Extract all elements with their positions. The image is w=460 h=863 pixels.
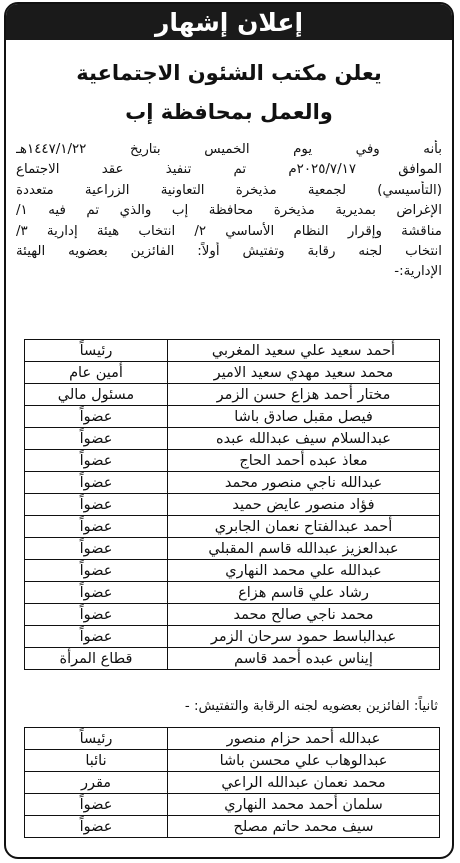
member-name: معاذ عبده أحمد الحاج [168,450,440,472]
member-name: رشاد علي قاسم هزاع [168,582,440,604]
board-member-row [25,494,440,516]
member-role: رئيساً [25,340,168,362]
board-member-row [25,406,440,428]
board-member-row [25,560,440,582]
member-role: عضواً [25,626,168,648]
member-name: سلمان أحمد محمد النهاري [168,794,440,816]
board-member-row [25,538,440,560]
audit-member-row [25,772,440,794]
body-line: بأنه وفي يوم الخميس بتاريخ ١٤٤٧/١/٢٢هـ [16,142,442,157]
body-line: (التأسيسي) لجمعية مذيخرة التعاونية الزراعية متعددة [16,182,442,198]
member-name: فيصل مقبل صادق باشا [168,406,440,428]
member-role: عضواً [25,560,168,582]
board-members-table [24,339,440,670]
audit-members-table [24,727,440,838]
member-role: عضواً [25,516,168,538]
member-role: عضواً [25,428,168,450]
body-line: الإدارية:- [394,264,442,280]
announcement-body [16,140,442,283]
member-role: نائبا [25,750,168,772]
audit-section-heading: ثانياً: الفائزين بعضويه لجنه الرقابة والتفتيش: - [184,699,438,714]
board-member-row [25,604,440,626]
member-name: سيف محمد حاتم مصلح [168,816,440,838]
member-role: عضواً [25,794,168,816]
board-member-row [25,362,440,384]
board-member-row [25,428,440,450]
board-member-row [25,384,440,406]
member-name: عبدالعزيز عبدالله قاسم المقبلي [168,538,440,560]
body-line: مناقشة وإقرار النظام الأساسي ٢/ انتخاب هيئة إدارية ٣/ [16,223,442,239]
board-member-row [25,450,440,472]
member-name: عبدالله أحمد حزام منصور [168,728,440,750]
board-member-row [25,340,440,362]
member-role: عضواً [25,604,168,626]
member-role: عضواً [25,816,168,838]
audit-member-row [25,816,440,838]
board-member-row [25,648,440,670]
member-role: عضواً [25,582,168,604]
member-name: فؤاد منصور عايض حميد [168,494,440,516]
board-member-row [25,472,440,494]
board-member-row [25,582,440,604]
heading-line-1: يعلن مكتب الشئون الاجتماعية [76,61,382,85]
member-name: محمد ناجي صالح محمد [168,604,440,626]
announcement-banner [6,4,452,40]
body-line: الإغراض بمديرية مذيخرة محافظة إب والذي تم فيه ١/ [16,203,442,219]
member-role: عضواً [25,406,168,428]
heading-line-2: والعمل بمحافظة إب [125,100,333,124]
member-name: محمد سعيد مهدي سعيد الامير [168,362,440,384]
member-role: مسئول مالي [25,384,168,406]
audit-member-row [25,728,440,750]
member-role: عضواً [25,450,168,472]
member-name: عبدالله علي محمد النهاري [168,560,440,582]
member-name: عبدالله ناجي منصور محمد [168,472,440,494]
member-name: مختار أحمد هزاع حسن الزمر [168,384,440,406]
member-role: مقرر [25,772,168,794]
member-name: إيناس عبده أحمد قاسم [168,648,440,670]
body-line: انتخاب لجنه رقابة وتفتيش أولاً: الفائزين بعضويه الهيئة [16,244,442,260]
announcement-frame [4,2,454,859]
member-name: عبدالباسط حمود سرحان الزمر [168,626,440,648]
member-name: أحمد عبدالفتاح نعمان الجابري [168,516,440,538]
member-role: قطاع المرأة [25,648,168,670]
body-line: الموافق ٢٠٢٥/٧/١٧م تم تنفيذ عقد الاجتماع [16,162,442,178]
audit-member-row [25,750,440,772]
board-member-row [25,516,440,538]
audit-member-row [25,794,440,816]
member-role: عضواً [25,472,168,494]
member-name: عبدالوهاب علي محسن باشا [168,750,440,772]
member-role: أمين عام [25,362,168,384]
member-role: رئيساً [25,728,168,750]
member-role: عضواً [25,538,168,560]
banner-title: إعلان إشهار [154,7,304,37]
member-name: أحمد سعيد علي سعيد المغربي [168,340,440,362]
member-role: عضواً [25,494,168,516]
board-member-row [25,626,440,648]
member-name: عبدالسلام سيف عبدالله عبده [168,428,440,450]
member-name: محمد نعمان عبدالله الراعي [168,772,440,794]
